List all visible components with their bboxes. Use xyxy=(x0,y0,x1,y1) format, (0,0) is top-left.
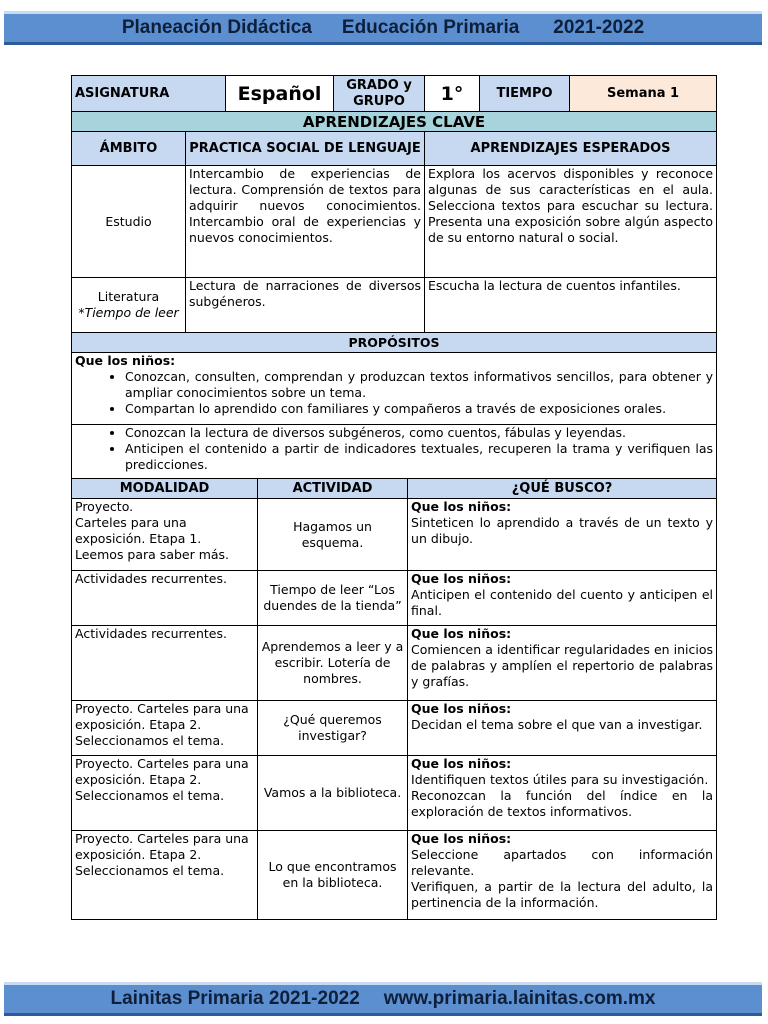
actividad-cell: Lo que encontramos en la biblioteca. xyxy=(258,831,408,920)
ambito-cell xyxy=(72,166,186,278)
modalidad-cell xyxy=(72,626,258,701)
busco-cell xyxy=(408,626,717,701)
propositos-title: PROPÓSITOS xyxy=(72,333,717,353)
asignatura-label: ASIGNATURA xyxy=(72,76,226,112)
propositos-group-2 xyxy=(72,425,717,479)
busco-cell xyxy=(408,499,717,571)
actividad-cell: Tiempo de leer “Los duendes de la tienda” xyxy=(258,571,408,626)
modalidad-cell xyxy=(72,571,258,626)
tiempo-value: Semana 1 xyxy=(570,76,717,112)
busco-intro: Que los niños: xyxy=(411,756,512,771)
ambito-cell xyxy=(72,278,186,333)
modalidad-line: Proyecto. Carteles para una exposición. Etapa 2. Seleccionamos el tema. xyxy=(75,701,249,748)
busco-intro: Que los niños: xyxy=(411,499,512,514)
ambito-note: *Tiempo de leer xyxy=(78,305,179,320)
busco-line: Anticipen el contenido del cuento y anticipen el final. xyxy=(411,587,714,618)
proposito-item: • Conozcan, consulten, comprendan y produzcan textos informativos sencillos, para obtener y ampliar conocimientos sobre un tema. xyxy=(125,369,713,401)
col-actividad: ACTIVIDAD xyxy=(258,479,408,499)
actividad-cell: Hagamos un esquema. xyxy=(258,499,408,571)
modalidad-line: Leemos para saber más. xyxy=(75,547,230,562)
practica-cell: Lectura de narraciones de diversos subgéneros. xyxy=(186,278,425,333)
modalidad-line: Carteles para una exposición. Etapa 1. xyxy=(75,515,202,546)
busco-cell xyxy=(408,571,717,626)
grado-label: GRADO y GRUPO xyxy=(334,76,425,112)
busco-intro: Que los niños: xyxy=(411,701,512,716)
busco-cell xyxy=(408,701,717,756)
busco-line: Comiencen a identificar regularidades en inicios de palabras y amplíen el repertorio de palabras y grafías. xyxy=(411,642,714,689)
esperados-cell: Explora los acervos disponibles y reconoce algunas de sus características en el aula. Selecciona textos para escuchar su lectura. Presenta una exposición sobre algún aspecto de su entorno natural o social. xyxy=(425,166,717,278)
modalidad-cell xyxy=(72,499,258,571)
modalidad-cell xyxy=(72,701,258,756)
planning-table xyxy=(71,75,717,920)
actividad-cell: ¿Qué queremos investigar? xyxy=(258,701,408,756)
col-ambito: ÁMBITO xyxy=(72,132,186,166)
col-busco: ¿QUÉ BUSCO? xyxy=(408,479,717,499)
tiempo-label: TIEMPO xyxy=(480,76,570,112)
header-right: 2021-2022 xyxy=(553,17,645,38)
busco-intro: Que los niños: xyxy=(411,831,512,846)
modalidad-line: Actividades recurrentes. xyxy=(75,626,227,641)
busco-cell xyxy=(408,756,717,831)
footer-left: Lainitas Primaria 2021-2022 xyxy=(110,988,360,1009)
modalidad-line: Proyecto. Carteles para una exposición. Etapa 2. Seleccionamos el tema. xyxy=(75,831,249,878)
busco-line: Reconozcan la función del índice en la exploración de textos informativos. xyxy=(411,788,714,819)
proposito-item: • Conozcan la lectura de diversos subgéneros, como cuentos, fábulas y leyendas. xyxy=(125,425,713,441)
busco-cell xyxy=(408,831,717,920)
busco-line: Decidan el tema sobre el que van a investigar. xyxy=(411,717,703,732)
busco-line: Sinteticen lo aprendido a través de un texto y un dibujo. xyxy=(411,515,714,546)
modalidad-line: Actividades recurrentes. xyxy=(75,571,227,586)
col-esperados: APRENDIZAJES ESPERADOS xyxy=(425,132,717,166)
header-banner xyxy=(4,11,762,45)
busco-line: Verifiquen, a partir de la lectura del adulto, la pertinencia de la información. xyxy=(411,879,714,910)
busco-line: Identifiquen textos útiles para su investigación. xyxy=(411,772,709,787)
propositos-group-1 xyxy=(72,353,717,425)
busco-line: Seleccione apartados con información relevante. xyxy=(411,847,714,878)
modalidad-line: Proyecto. Carteles para una exposición. Etapa 2. Seleccionamos el tema. xyxy=(75,756,249,803)
propositos-intro: Que los niños: xyxy=(75,353,176,368)
busco-intro: Que los niños: xyxy=(411,626,512,641)
busco-intro: Que los niños: xyxy=(411,571,512,586)
actividad-cell: Aprendemos a leer y a escribir. Lotería de nombres. xyxy=(258,626,408,701)
ambito-name: Estudio xyxy=(105,213,152,229)
modalidad-cell xyxy=(72,756,258,831)
col-practica: PRACTICA SOCIAL DE LENGUAJE xyxy=(186,132,425,166)
grado-value: 1° xyxy=(425,76,480,112)
footer-right: www.primaria.lainitas.com.mx xyxy=(383,988,656,1009)
practica-cell: Intercambio de experiencias de lectura. Comprensión de textos para adquirir nuevos conocimientos. Intercambio oral de experiencias y nuevos conocimientos. xyxy=(186,166,425,278)
esperados-cell: Escucha la lectura de cuentos infantiles. xyxy=(425,278,717,333)
proposito-item: • Compartan lo aprendido con familiares y compañeros a través de exposiciones orales. xyxy=(125,401,713,417)
aprendizajes-title: APRENDIZAJES CLAVE xyxy=(72,112,717,132)
ambito-name: Literatura xyxy=(97,289,160,304)
proposito-item: • Anticipen el contenido a partir de indicadores textuales, recuperen la trama y verifiquen las predicciones. xyxy=(125,441,713,473)
modalidad-line: Proyecto. xyxy=(75,499,134,514)
asignatura-value: Español xyxy=(226,76,334,112)
header-left: Planeación Didáctica xyxy=(121,17,312,38)
modalidad-cell xyxy=(72,831,258,920)
footer-banner xyxy=(4,982,762,1016)
col-modalidad: MODALIDAD xyxy=(72,479,258,499)
header-middle: Educación Primaria xyxy=(341,17,520,38)
actividad-cell: Vamos a la biblioteca. xyxy=(258,756,408,831)
